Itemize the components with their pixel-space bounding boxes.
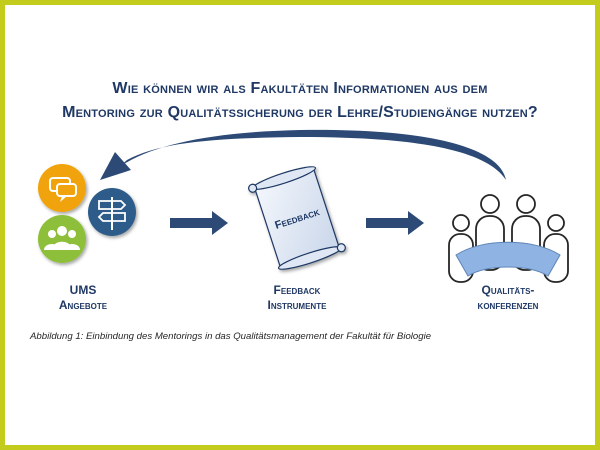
signpost-icon: [88, 188, 136, 236]
chat-icon: [38, 164, 86, 212]
ums-label-line2: Angebote: [58, 298, 108, 312]
ums-icons: [38, 164, 136, 263]
feedback-label-line1: Feedback: [273, 283, 321, 297]
conference-table: [456, 242, 560, 276]
people-icon: [449, 195, 568, 282]
konferenzen-label-line1: Qualitäts-: [481, 283, 535, 297]
arrow-ums-to-feedback: [170, 211, 228, 235]
scroll-text: Feedback: [273, 206, 322, 232]
konferenzen-label-line2: konferenzen: [477, 298, 539, 312]
group-icon: [38, 215, 86, 263]
arrow-feedback-to-konferenzen: [366, 211, 424, 235]
figure-caption: Abbildung 1: Einbindung des Mentorings in das Qualitätsmanagement der Fakultät für Biologie: [30, 331, 432, 342]
question-heading-line1: Wie können wir als Fakultäten Informationen aus dem: [112, 80, 488, 97]
question-heading-line2: Mentoring zur Qualitätssicherung der Lehre/Studiengänge nutzen?: [62, 104, 538, 121]
feedback-label-line2: Instrumente: [267, 298, 327, 312]
node-labels: [59, 283, 539, 312]
scroll-icon: [247, 162, 346, 274]
ums-label-line1: UMS: [69, 283, 97, 297]
